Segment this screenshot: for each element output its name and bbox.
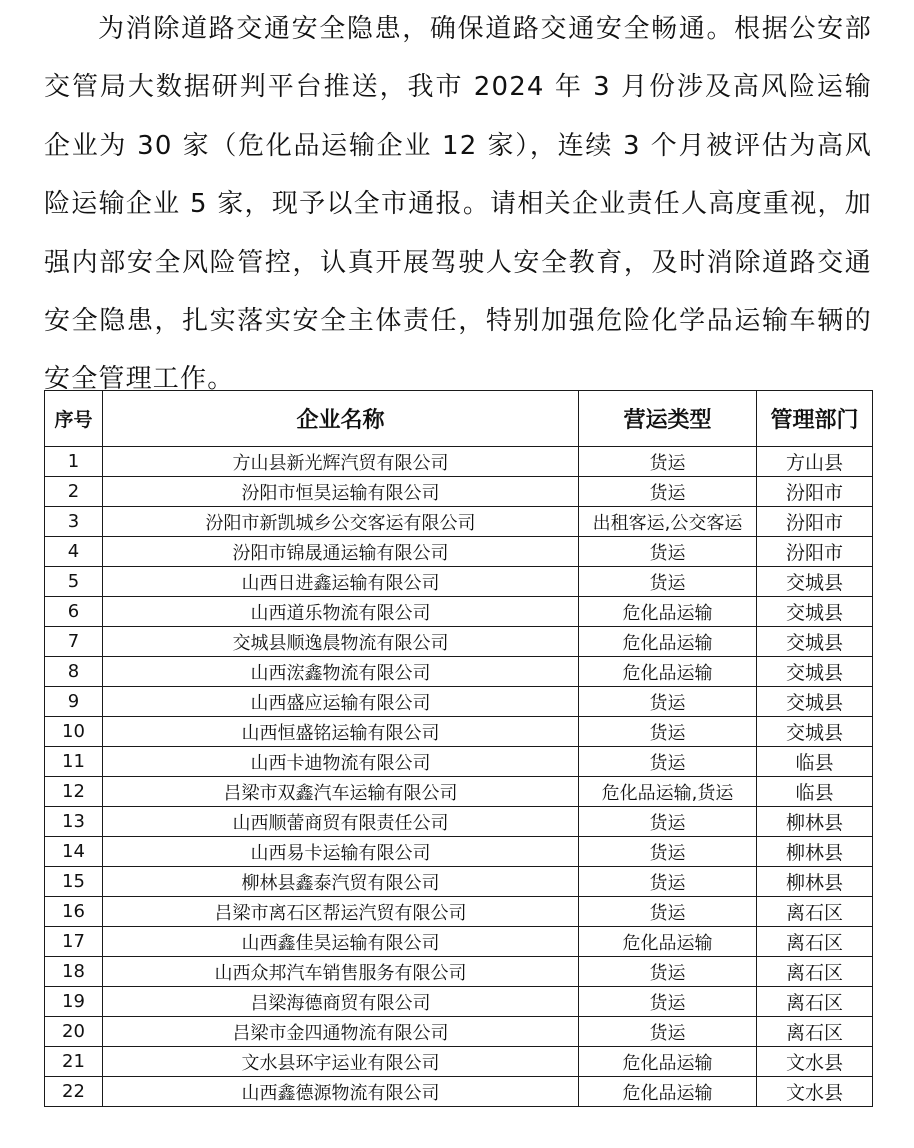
operation-type-cell: 货运 [579, 567, 757, 597]
company-name-cell: 山西众邦汽车销售服务有限公司 [103, 957, 579, 987]
company-name-cell: 山西日进鑫运输有限公司 [103, 567, 579, 597]
management-dept-cell: 文水县 [757, 1077, 873, 1107]
table-row [45, 777, 873, 807]
operation-type-cell: 货运 [579, 837, 757, 867]
operation-type-cell: 危化品运输,货运 [579, 777, 757, 807]
management-dept-cell: 临县 [757, 777, 873, 807]
header-name: 企业名称 [103, 391, 579, 447]
management-dept-cell: 柳林县 [757, 837, 873, 867]
row-number-cell: 10 [45, 717, 103, 747]
table-row [45, 477, 873, 507]
table-row [45, 627, 873, 657]
table-row [45, 657, 873, 687]
table-row [45, 597, 873, 627]
table-row [45, 987, 873, 1017]
table-header [45, 391, 873, 447]
table-row [45, 537, 873, 567]
company-name-cell: 山西鑫德源物流有限公司 [103, 1077, 579, 1107]
management-dept-cell: 文水县 [757, 1047, 873, 1077]
management-dept-cell: 离石区 [757, 927, 873, 957]
company-name-cell: 山西卡迪物流有限公司 [103, 747, 579, 777]
company-name-cell: 汾阳市恒昊运输有限公司 [103, 477, 579, 507]
table-row [45, 867, 873, 897]
row-number-cell: 19 [45, 987, 103, 1017]
enterprise-table-container [44, 390, 872, 1107]
header-dept: 管理部门 [757, 391, 873, 447]
table-row [45, 567, 873, 597]
company-name-cell: 吕梁市离石区帮运汽贸有限公司 [103, 897, 579, 927]
header-type: 营运类型 [579, 391, 757, 447]
company-name-cell: 文水县环宇运业有限公司 [103, 1047, 579, 1077]
row-number-cell: 3 [45, 507, 103, 537]
table-row [45, 837, 873, 867]
management-dept-cell: 汾阳市 [757, 477, 873, 507]
operation-type-cell: 货运 [579, 687, 757, 717]
row-number-cell: 1 [45, 447, 103, 477]
row-number-cell: 7 [45, 627, 103, 657]
management-dept-cell: 交城县 [757, 627, 873, 657]
management-dept-cell: 离石区 [757, 957, 873, 987]
company-name-cell: 山西鑫佳昊运输有限公司 [103, 927, 579, 957]
operation-type-cell: 货运 [579, 447, 757, 477]
table-row [45, 717, 873, 747]
company-name-cell: 山西易卡运输有限公司 [103, 837, 579, 867]
operation-type-cell: 货运 [579, 807, 757, 837]
company-name-cell: 山西盛应运输有限公司 [103, 687, 579, 717]
row-number-cell: 9 [45, 687, 103, 717]
row-number-cell: 5 [45, 567, 103, 597]
row-number-cell: 4 [45, 537, 103, 567]
company-name-cell: 山西道乐物流有限公司 [103, 597, 579, 627]
row-number-cell: 13 [45, 807, 103, 837]
management-dept-cell: 交城县 [757, 657, 873, 687]
row-number-cell: 16 [45, 897, 103, 927]
company-name-cell: 汾阳市锦晟通运输有限公司 [103, 537, 579, 567]
company-name-cell: 柳林县鑫泰汽贸有限公司 [103, 867, 579, 897]
row-number-cell: 12 [45, 777, 103, 807]
operation-type-cell: 危化品运输 [579, 1077, 757, 1107]
management-dept-cell: 交城县 [757, 717, 873, 747]
management-dept-cell: 离石区 [757, 1017, 873, 1047]
table-row [45, 687, 873, 717]
company-name-cell: 方山县新光辉汽贸有限公司 [103, 447, 579, 477]
management-dept-cell: 临县 [757, 747, 873, 777]
row-number-cell: 6 [45, 597, 103, 627]
row-number-cell: 22 [45, 1077, 103, 1107]
management-dept-cell: 柳林县 [757, 867, 873, 897]
operation-type-cell: 货运 [579, 867, 757, 897]
table-row [45, 897, 873, 927]
table-row [45, 807, 873, 837]
management-dept-cell: 交城县 [757, 597, 873, 627]
company-name-cell: 山西恒盛铭运输有限公司 [103, 717, 579, 747]
management-dept-cell: 离石区 [757, 987, 873, 1017]
company-name-cell: 汾阳市新凯城乡公交客运有限公司 [103, 507, 579, 537]
operation-type-cell: 出租客运,公交客运 [579, 507, 757, 537]
row-number-cell: 14 [45, 837, 103, 867]
row-number-cell: 18 [45, 957, 103, 987]
table-row [45, 447, 873, 477]
table-body [45, 447, 873, 1107]
management-dept-cell: 交城县 [757, 567, 873, 597]
operation-type-cell: 货运 [579, 537, 757, 567]
company-name-cell: 吕梁市双鑫汽车运输有限公司 [103, 777, 579, 807]
company-name-cell: 吕梁市金四通物流有限公司 [103, 1017, 579, 1047]
row-number-cell: 8 [45, 657, 103, 687]
management-dept-cell: 方山县 [757, 447, 873, 477]
row-number-cell: 11 [45, 747, 103, 777]
management-dept-cell: 汾阳市 [757, 537, 873, 567]
management-dept-cell: 交城县 [757, 687, 873, 717]
operation-type-cell: 危化品运输 [579, 927, 757, 957]
operation-type-cell: 货运 [579, 957, 757, 987]
row-number-cell: 20 [45, 1017, 103, 1047]
table-row [45, 507, 873, 537]
table-row [45, 747, 873, 777]
row-number-cell: 17 [45, 927, 103, 957]
table-header-row [45, 391, 873, 447]
company-name-cell: 山西浤鑫物流有限公司 [103, 657, 579, 687]
operation-type-cell: 货运 [579, 897, 757, 927]
intro-paragraph: 为消除道路交通安全隐患，确保道路交通安全畅通。根据公安部交管局大数据研判平台推送，我市 2024 年 3 月份涉及高风险运输企业为 30 家（危化品运输企业 12 家），连续 3 个月被评估为高风险运输企业 5 家，现予以全市通报。请相关企业责任人高度重视，加强内部安全风险管控，认真开展驾驶人安全教育，及时消除道路交通安全隐患，扎实落实安全主体责任，特别加强危险化学品运输车辆的安全管理工作。 [44, 14, 872, 395]
operation-type-cell: 货运 [579, 1017, 757, 1047]
operation-type-cell: 货运 [579, 717, 757, 747]
management-dept-cell: 离石区 [757, 897, 873, 927]
table-row [45, 1077, 873, 1107]
operation-type-cell: 危化品运输 [579, 1047, 757, 1077]
header-no: 序号 [45, 391, 103, 447]
table-row [45, 1017, 873, 1047]
company-name-cell: 交城县顺逸晨物流有限公司 [103, 627, 579, 657]
row-number-cell: 15 [45, 867, 103, 897]
table-row [45, 927, 873, 957]
operation-type-cell: 货运 [579, 477, 757, 507]
operation-type-cell: 货运 [579, 987, 757, 1017]
operation-type-cell: 危化品运输 [579, 597, 757, 627]
operation-type-cell: 危化品运输 [579, 657, 757, 687]
management-dept-cell: 柳林县 [757, 807, 873, 837]
row-number-cell: 2 [45, 477, 103, 507]
operation-type-cell: 货运 [579, 747, 757, 777]
row-number-cell: 21 [45, 1047, 103, 1077]
table-row [45, 1047, 873, 1077]
enterprise-table [44, 390, 873, 1107]
management-dept-cell: 汾阳市 [757, 507, 873, 537]
operation-type-cell: 危化品运输 [579, 627, 757, 657]
company-name-cell: 吕梁海德商贸有限公司 [103, 987, 579, 1017]
table-row [45, 957, 873, 987]
company-name-cell: 山西顺蕾商贸有限责任公司 [103, 807, 579, 837]
